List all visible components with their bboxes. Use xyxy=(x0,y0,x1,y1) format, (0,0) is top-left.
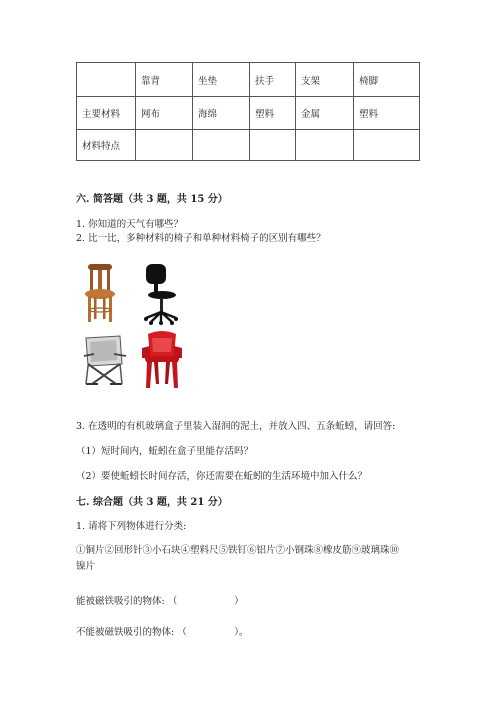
table-cell xyxy=(77,63,136,97)
question-text: 2. 比一比，多种材料的椅子和单种材料椅子的区别有哪些？ xyxy=(76,233,326,244)
answer-line: 不能被磁铁吸引的物体: （ ）。 xyxy=(76,627,249,638)
table-cell: 主要材料 xyxy=(77,97,136,130)
table-cell: 靠背 xyxy=(136,63,193,97)
table-cell xyxy=(296,130,354,161)
table-cell: 坐垫 xyxy=(193,63,250,97)
table-cell: 网布 xyxy=(136,97,193,130)
table-cell: 塑料 xyxy=(250,97,296,130)
table-cell: 海绵 xyxy=(193,97,250,130)
table-cell xyxy=(250,130,296,161)
table-cell xyxy=(136,130,193,161)
answer-line: 能被磁铁吸引的物体: （ ） xyxy=(76,596,244,607)
question-text: （1）短时间内，蚯蚓在盒子里能存活吗？ xyxy=(76,446,254,457)
question-text: 3. 在透明的有机玻璃盒子里装入湿润的泥土，并放入四、五条蚯蚓，请回答: xyxy=(76,421,396,432)
table-cell: 塑料 xyxy=(354,97,420,130)
wooden-chair-image xyxy=(80,262,120,324)
item-list: ①铜片②回形针③小石块④塑料尺⑤铁钉⑥铝片⑦小钢珠⑧橡皮筋⑨玻璃珠⑩ xyxy=(76,545,400,556)
table-row xyxy=(77,97,420,130)
table-cell xyxy=(193,130,250,161)
table-cell xyxy=(354,130,420,161)
plastic-chair-image xyxy=(140,330,184,390)
table-cell: 金属 xyxy=(296,97,354,130)
table-cell: 椅脚 xyxy=(354,63,420,97)
office-chair-image xyxy=(138,262,182,328)
item-list: 镍片 xyxy=(76,561,96,572)
table-cell: 扶手 xyxy=(250,63,296,97)
section7-heading: 七. 综合题（共 3 题，共 21 分） xyxy=(76,497,228,508)
table-header-row xyxy=(77,63,420,97)
section6-heading: 六. 简答题（共 3 题，共 15 分） xyxy=(76,194,228,205)
question-text: 1. 请将下列物体进行分类: xyxy=(76,521,187,532)
materials-table xyxy=(76,62,420,161)
table-cell: 材料特点 xyxy=(77,130,136,161)
question-text: 1. 你知道的天气有哪些？ xyxy=(76,219,184,230)
table-row xyxy=(77,130,420,161)
folding-chair-image xyxy=(80,334,128,388)
question-text: （2）要使蚯蚓长时间存活，你还需要在蚯蚓的生活环境中加入什么？ xyxy=(76,471,368,482)
table-cell: 支架 xyxy=(296,63,354,97)
